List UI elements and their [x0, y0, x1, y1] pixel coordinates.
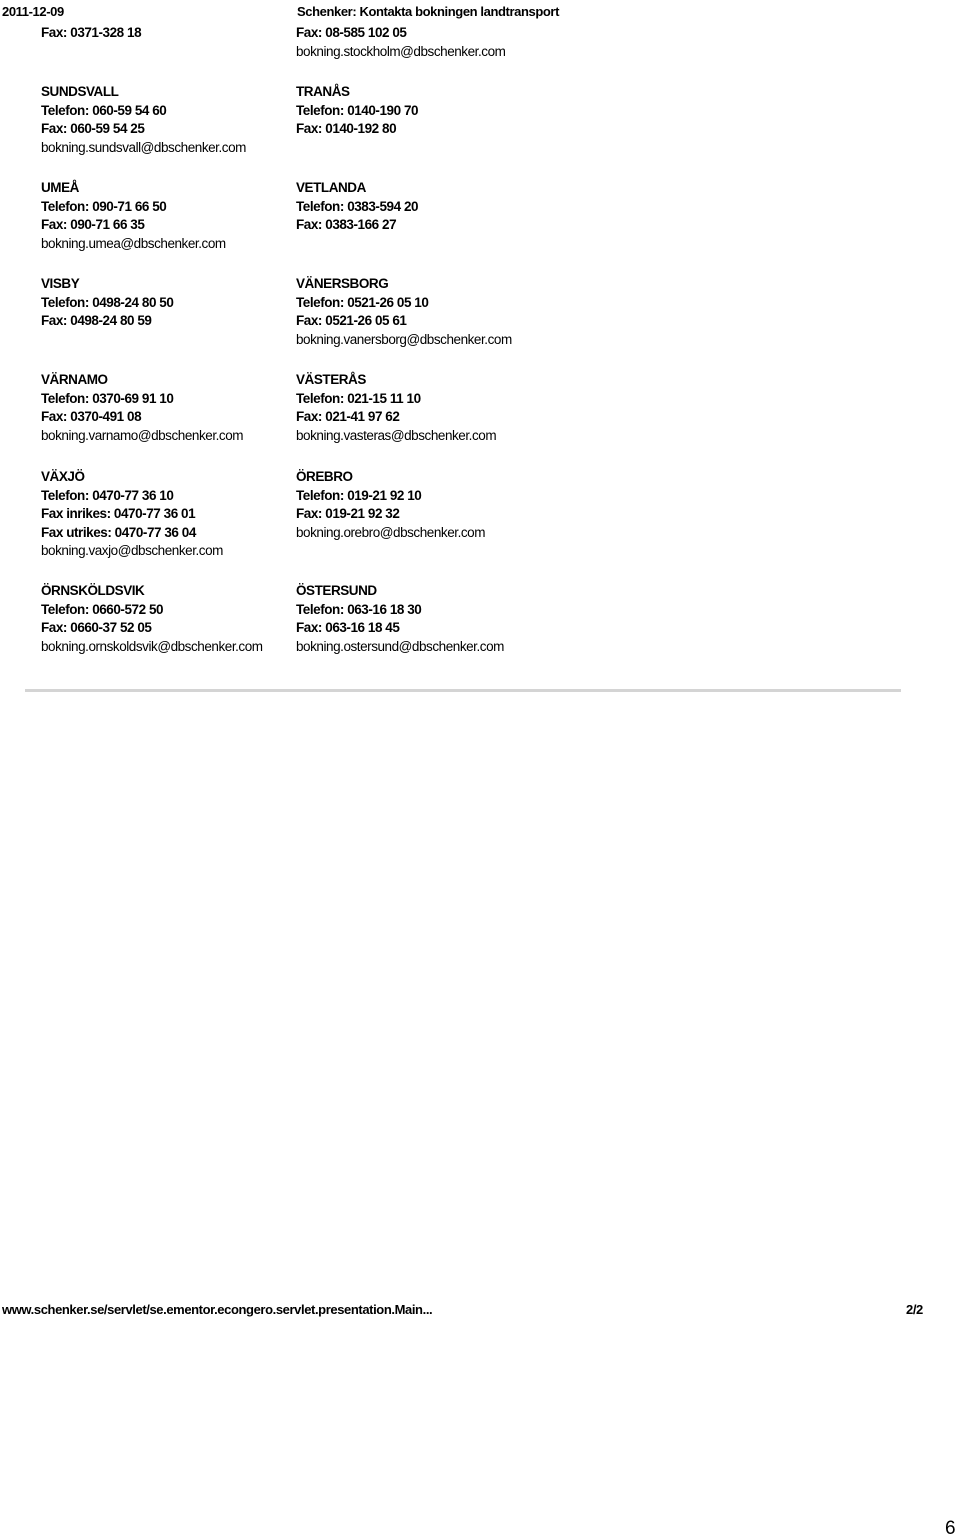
phone-line: Telefon: 090-71 66 50	[41, 198, 167, 214]
phone-line: Telefon: 0470-77 36 10	[41, 487, 174, 503]
phone-line: Telefon: 0660-572 50	[41, 601, 164, 617]
fax-line: Fax: 0140-192 80	[296, 121, 397, 136]
phone-line: Telefon: 019-21 92 10	[296, 487, 422, 503]
email-link[interactable]: bokning.vasteras@dbschenker.com	[296, 427, 497, 443]
email-link[interactable]: bokning.stockholm@dbschenker.com	[296, 43, 506, 59]
fax-line: Fax: 0660-37 52 05	[41, 620, 152, 635]
fax-line: Fax: 019-21 92 32	[296, 506, 400, 521]
office-name: ÖSTERSUND	[296, 583, 377, 598]
office-name: UMEÅ	[41, 180, 79, 195]
email-link[interactable]: bokning.umea@dbschenker.com	[41, 235, 226, 251]
fax-line: Fax: 0383-166 27	[296, 217, 397, 232]
office-vasteras	[296, 371, 496, 445]
top-right-block	[296, 24, 505, 61]
office-name: VÄNERSBORG	[296, 276, 389, 291]
email-link[interactable]: bokning.sundsvall@dbschenker.com	[41, 139, 246, 155]
footer-url: www.schenker.se/servlet/se.ementor.econgero.servlet.presentation.Main...	[2, 1302, 433, 1317]
fax-line: Fax: 0498-24 80 59	[41, 313, 152, 328]
email-link[interactable]: bokning.vaxjo@dbschenker.com	[41, 543, 223, 558]
footer-page-indicator: 2/2	[906, 1302, 923, 1317]
office-name: ÖRNSKÖLDSVIK	[41, 583, 145, 598]
office-orebro	[296, 468, 485, 542]
phone-line: Telefon: 0370-69 91 10	[41, 390, 174, 406]
email-link[interactable]: bokning.orebro@dbschenker.com	[296, 524, 486, 540]
email-link[interactable]: bokning.ostersund@dbschenker.com	[296, 638, 504, 654]
phone-line: Telefon: 0140-190 70	[296, 102, 419, 118]
office-name: SUNDSVALL	[41, 84, 119, 99]
office-sundsvall	[41, 83, 246, 157]
office-name: VISBY	[41, 276, 80, 291]
phone-line: Telefon: 0498-24 80 50	[41, 294, 174, 310]
office-vaxjo	[41, 468, 223, 561]
phone-line: Telefon: 0383-594 20	[296, 198, 419, 214]
office-ornskoldsvik	[41, 582, 263, 656]
fax-line: Fax: 063-16 18 45	[296, 620, 400, 635]
divider	[25, 689, 901, 692]
print-date: 2011-12-09	[2, 4, 64, 19]
office-umea	[41, 179, 226, 253]
fax-line: Fax: 0521-26 05 61	[296, 313, 407, 328]
office-name: VÄXJÖ	[41, 469, 85, 484]
office-name: ÖREBRO	[296, 469, 353, 484]
fax-line: Fax: 090-71 66 35	[41, 217, 145, 232]
page-title: Schenker: Kontakta bokningen landtransport	[297, 4, 560, 19]
office-vetlanda	[296, 179, 418, 235]
fax-line: Fax utrikes: 0470-77 36 04	[41, 524, 196, 540]
office-name: VÄSTERÅS	[296, 372, 366, 387]
fax-line: Fax: 021-41 97 62	[296, 409, 400, 424]
office-name: VÄRNAMO	[41, 372, 108, 387]
fax-line: Fax inrikes: 0470-77 36 01	[41, 506, 196, 521]
email-link[interactable]: bokning.vanersborg@dbschenker.com	[296, 331, 512, 347]
fax-line: Fax: 0371-328 18	[41, 25, 142, 40]
page-number: 6	[945, 1518, 956, 1539]
phone-line: Telefon: 063-16 18 30	[296, 601, 422, 617]
fax-line: Fax: 060-59 54 25	[41, 121, 145, 136]
phone-line: Telefon: 060-59 54 60	[41, 102, 167, 118]
top-left-block	[41, 24, 141, 43]
fax-line: Fax: 0370-491 08	[41, 409, 142, 424]
office-vanersborg	[296, 275, 512, 349]
office-varnamo	[41, 371, 243, 445]
fax-line: Fax: 08-585 102 05	[296, 25, 407, 40]
email-link[interactable]: bokning.ornskoldsvik@dbschenker.com	[41, 638, 263, 654]
office-ostersund	[296, 582, 504, 656]
office-name: TRANÅS	[296, 84, 350, 99]
office-name: VETLANDA	[296, 180, 366, 195]
office-tranas	[296, 83, 418, 139]
phone-line: Telefon: 021-15 11 10	[296, 390, 421, 406]
office-visby	[41, 275, 173, 331]
phone-line: Telefon: 0521-26 05 10	[296, 294, 429, 310]
email-link[interactable]: bokning.varnamo@dbschenker.com	[41, 427, 244, 443]
